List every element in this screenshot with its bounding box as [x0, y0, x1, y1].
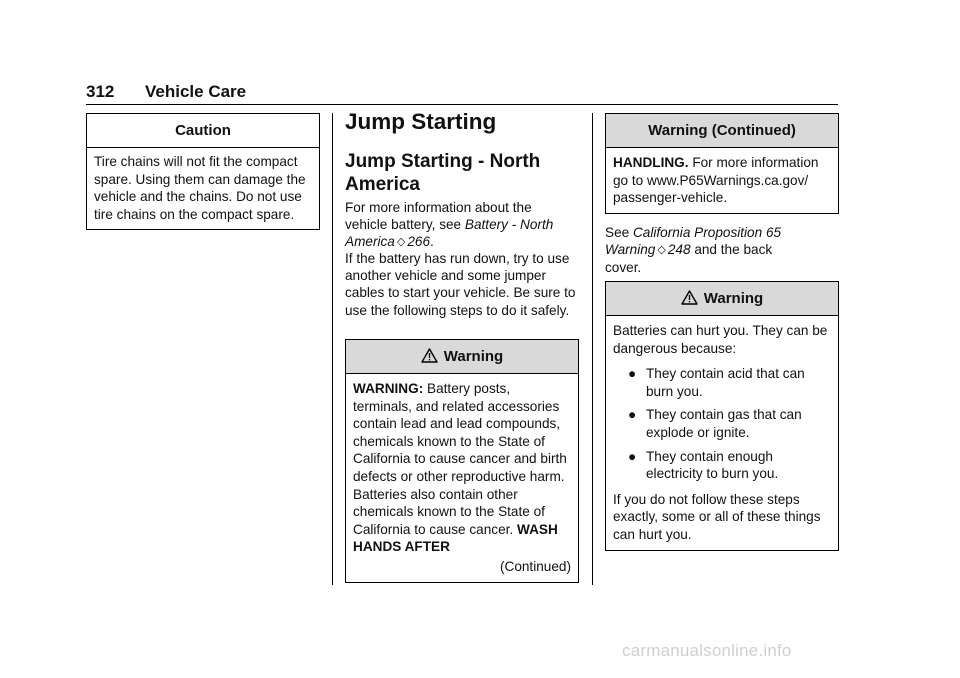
danger-outro: If you do not follow these steps exactly, some or all of these things can hurt you. — [613, 491, 821, 542]
warning-triangle-icon — [681, 290, 698, 305]
proposition-reference-page[interactable]: 248 — [667, 242, 691, 258]
intro-paragraph: For more information about the vehicle battery, see Battery - North America ◇ 266. — [345, 199, 577, 252]
caution-box — [86, 113, 320, 230]
section-heading: Jump Starting — [345, 109, 497, 134]
page-reference-arrow-icon: ◇ — [657, 244, 666, 257]
list-item: ● They contain gas that can explode or ignite. — [628, 407, 802, 440]
danger-intro: Batteries can hurt you. They can be dangerous because: — [613, 323, 828, 356]
handling-text: HANDLING. For more information go to www.P65Warnings.ca.gov/ passenger-vehicle. — [613, 155, 819, 206]
proposition-reference-link[interactable]: California Proposition 65 Warning — [605, 225, 782, 258]
column-divider-right — [592, 113, 593, 585]
danger-list — [613, 365, 831, 483]
column-divider-left — [332, 113, 333, 585]
lead-warning-text: WARNING: Battery posts, terminals, and related accessories contain lead and lead compounds, chemicals known to the State of California to cause cancer and birth defects or other reproductive harm. Batteries also contain other chemicals known to the State of California to cause cancer. WASH HANDS AFTER — [353, 381, 567, 555]
warning-triangle-icon — [421, 348, 438, 363]
caution-text: Tire chains will not fit the compact spare. Using them can damage the vehicle and the chains. Do not use tire chains on the compact spare. — [94, 154, 306, 222]
battery-lead-warning-box — [345, 339, 579, 583]
warning-continued-box — [605, 113, 839, 214]
proposition-paragraph: See California Proposition 65 Warning ◇ 248 and the back cover. — [605, 225, 782, 276]
page-number: 312 — [86, 82, 115, 101]
battery-reference-page[interactable]: 266 — [407, 234, 431, 250]
list-item: ● They contain enough electricity to burn you. — [628, 448, 779, 482]
continued-label: (Continued) — [499, 558, 571, 574]
list-item: ● They contain acid that can burn you. — [628, 366, 805, 399]
caution-heading: Caution — [87, 114, 319, 148]
page-header — [86, 82, 838, 105]
jump-start-paragraph: If the battery has run down, try to use another vehicle and some jumper cables to start your vehicle. Be sure to use the following steps to do it safely. — [345, 251, 576, 318]
warning-heading: Warning — [606, 282, 838, 316]
battery-danger-warning-box — [605, 281, 839, 551]
section-title: Vehicle Care — [145, 82, 247, 101]
battery-reference-link[interactable]: Battery - North America — [345, 217, 554, 250]
subsection-heading: Jump Starting - North America — [345, 151, 541, 195]
watermark: carmanualsonline.info — [622, 641, 792, 660]
page-reference-arrow-icon: ◇ — [396, 236, 406, 249]
warning-continued-heading: Warning (Continued) — [606, 114, 838, 148]
warning-heading: Warning — [346, 340, 578, 374]
